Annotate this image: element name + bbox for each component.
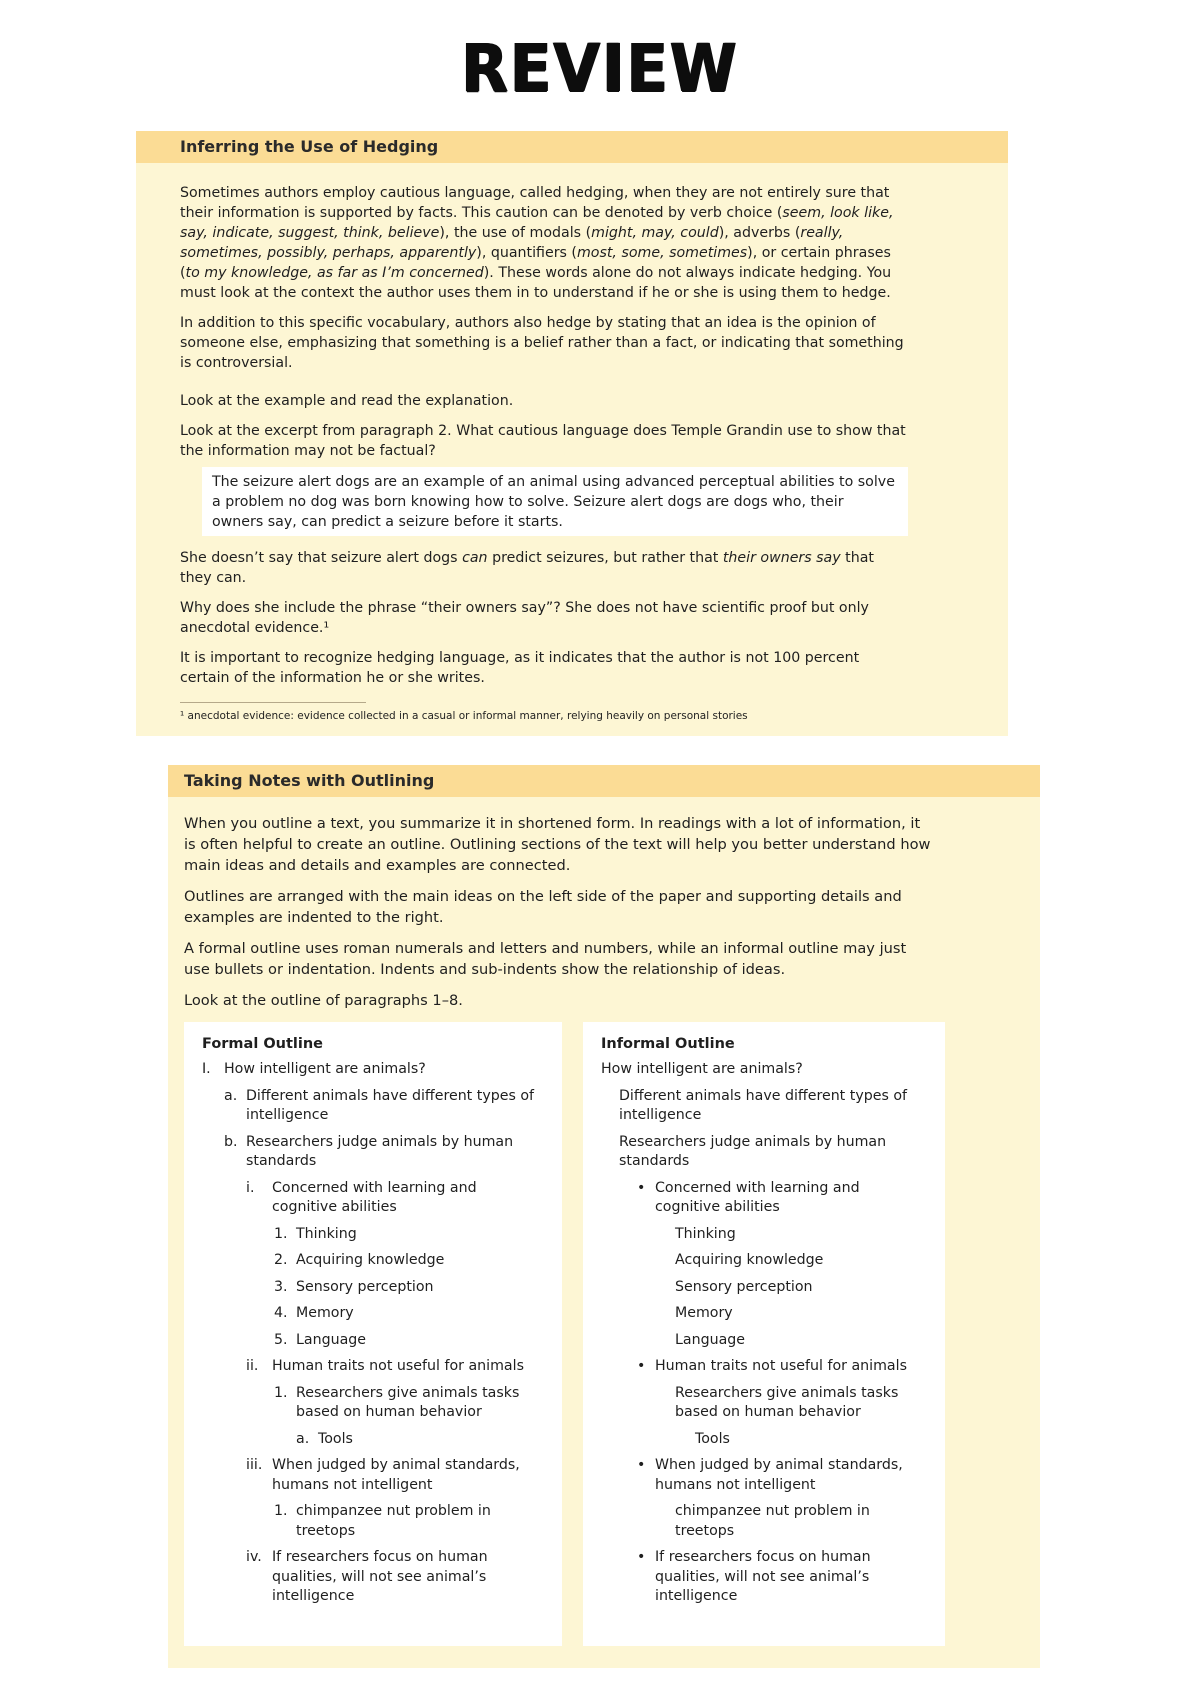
outline-marker: I. <box>202 1061 211 1077</box>
outline-text: chimpanzee nut problem in treetops <box>675 1503 870 1539</box>
formal-outline-row <box>202 1384 544 1423</box>
informal-outline-list <box>601 1060 927 1607</box>
text-run: ), adverbs ( <box>718 225 801 241</box>
formal-outline-row <box>202 1179 544 1218</box>
outline-marker: • <box>637 1179 646 1196</box>
outline-text: Acquiring knowledge <box>296 1252 445 1268</box>
outline-text: Thinking <box>675 1225 736 1242</box>
hedging-panel <box>136 131 1008 736</box>
outline-text: Human traits not useful for animals <box>272 1358 524 1374</box>
hedging-header: Inferring the Use of Hedging <box>136 131 1008 163</box>
outline-marker: 1. <box>274 1225 288 1242</box>
italic-run: most, some, sometimes <box>576 245 748 261</box>
formal-outline-row <box>202 1133 544 1172</box>
formal-outline-row <box>202 1087 544 1126</box>
informal-outline-row <box>601 1179 927 1218</box>
page-title: REVIEW <box>461 30 739 107</box>
informal-outline-row <box>601 1456 927 1495</box>
formal-outline-row <box>202 1060 544 1080</box>
informal-outline-row <box>601 1251 927 1271</box>
outline-text: Human traits not useful for animals <box>655 1358 907 1374</box>
outline-text: Acquiring knowledge <box>675 1252 824 1268</box>
outline-marker: 5. <box>274 1331 288 1348</box>
outlining-instruction: Look at the outline of paragraphs 1–8. <box>184 992 463 1009</box>
outlining-paragraph-1: When you outline a text, you summarize it in shortened form. In readings with a lot of information, it is often helpful to create an outline. Outlining sections of the text will help you better understand how main ideas and details and examples are connected. <box>184 815 931 874</box>
informal-outline-row <box>601 1548 927 1607</box>
outline-marker: b. <box>224 1133 238 1150</box>
informal-outline-row <box>601 1384 927 1423</box>
formal-outline-row <box>202 1502 544 1541</box>
outline-marker: 1. <box>274 1384 288 1401</box>
hedging-why-question: Why does she include the phrase “their owners say”? She does not have scientific proof but only anecdotal evidence.¹ <box>180 600 869 636</box>
italic-run: can <box>462 550 488 566</box>
text-run: She doesn’t say that seizure alert dogs <box>180 550 463 566</box>
formal-outline-row <box>202 1456 544 1495</box>
outline-text: If researchers focus on human qualities, will not see animal’s intelligence <box>655 1549 871 1604</box>
italic-run: really, sometimes, possibly, perhaps, apparently <box>180 225 844 261</box>
outline-text: Sensory perception <box>675 1278 813 1295</box>
text-run: that they can. <box>180 550 874 586</box>
informal-outline-row <box>601 1225 927 1245</box>
outlining-header: Taking Notes with Outlining <box>168 765 1040 797</box>
formal-outline-row <box>202 1548 544 1607</box>
excerpt-box: The seizure alert dogs are an example of an animal using advanced perceptual abilities to solve a problem no dog was born knowing how to solve. Seizure alert dogs are dogs who, their owners say, can predict a seizure before it starts. <box>202 467 908 536</box>
hedging-paragraph-2: In addition to this specific vocabulary, authors also hedge by stating that an idea is the opinion of someone else, emphasizing that something is a belief rather than a fact, or indicating that something is controversial. <box>180 315 904 371</box>
outline-text: Different animals have different types of intelligence <box>246 1087 535 1123</box>
outline-marker: 3. <box>274 1278 288 1295</box>
hedging-instruction: Look at the example and read the explanation. <box>180 393 514 409</box>
italic-run: their owners say <box>722 550 841 566</box>
formal-outline-row <box>202 1225 544 1245</box>
hedging-paragraph-1 <box>180 183 908 303</box>
formal-outline-row <box>202 1331 544 1351</box>
hedging-conclusion: It is important to recognize hedging language, as it indicates that the author is not 100 percent certain of the information he or she writes. <box>180 650 860 686</box>
footnote: ¹ anecdotal evidence: evidence collected in a casual or informal manner, relying heavily on personal stories <box>180 710 748 722</box>
italic-run: to my knowledge, as far as I’m concerned <box>185 265 484 281</box>
outline-text: How intelligent are animals? <box>601 1061 803 1077</box>
outline-text: Researchers give animals tasks based on human behavior <box>296 1384 520 1420</box>
outline-text: Memory <box>675 1305 733 1321</box>
informal-outline-row <box>601 1060 927 1080</box>
outline-text: Concerned with learning and cognitive abilities <box>655 1179 860 1215</box>
outline-text: Memory <box>296 1305 354 1321</box>
outline-marker: i. <box>246 1179 255 1196</box>
outline-text: Researchers judge animals by human standards <box>619 1133 887 1169</box>
outline-text: Concerned with learning and cognitive abilities <box>272 1179 477 1215</box>
text-run: ), the use of modals ( <box>439 225 592 241</box>
informal-outline-row <box>601 1133 927 1172</box>
outline-marker: iii. <box>246 1457 263 1473</box>
informal-outline-row <box>601 1331 927 1351</box>
informal-outline-row <box>601 1087 927 1126</box>
outlining-paragraph-3: A formal outline uses roman numerals and letters and numbers, while an informal outline may just use bullets or indentation. Indents and sub-indents show the relationship of ideas. <box>184 940 907 978</box>
italic-run: seem, look like, say, indicate, suggest, think, believe <box>180 205 894 241</box>
outline-text: Thinking <box>296 1225 357 1242</box>
informal-outline-row <box>601 1502 927 1541</box>
italic-run: might, may, could <box>591 225 719 241</box>
outline-text: Tools <box>695 1430 730 1447</box>
formal-outline-row <box>202 1430 544 1450</box>
formal-outline-row <box>202 1357 544 1377</box>
outline-marker: 2. <box>274 1252 288 1268</box>
outline-marker: ii. <box>246 1358 259 1374</box>
outline-text: Language <box>296 1331 367 1348</box>
outline-text: Different animals have different types of intelligence <box>619 1087 908 1123</box>
outline-marker: iv. <box>246 1549 262 1565</box>
outline-text: When judged by animal standards, humans not intelligent <box>272 1457 520 1493</box>
outline-text: Tools <box>318 1430 353 1447</box>
formal-outline-list <box>202 1060 544 1607</box>
text-run: ). These words alone do not always indicate hedging. You must look at the context the author uses them in to understand if he or she is using them to hedge. <box>180 265 892 301</box>
outline-text: When judged by animal standards, humans not intelligent <box>655 1457 903 1493</box>
footnote-divider <box>180 702 366 703</box>
outline-marker: 4. <box>274 1305 288 1321</box>
outline-marker: • <box>637 1549 646 1565</box>
informal-outline-card <box>583 1022 945 1646</box>
formal-outline-row <box>202 1251 544 1271</box>
outline-marker: a. <box>296 1430 310 1447</box>
hedging-question: Look at the excerpt from paragraph 2. What cautious language does Temple Grandin use to show that the information may not be factual? <box>180 423 906 459</box>
formal-outline-row <box>202 1304 544 1324</box>
outline-text: If researchers focus on human qualities, will not see animal’s intelligence <box>272 1549 488 1604</box>
informal-outline-row <box>601 1430 927 1450</box>
outline-marker: a. <box>224 1087 238 1104</box>
outline-text: Researchers judge animals by human standards <box>246 1133 514 1169</box>
formal-outline-title: Formal Outline <box>202 1036 324 1052</box>
informal-outline-row <box>601 1304 927 1324</box>
informal-outline-row <box>601 1357 927 1377</box>
text-run: ), quantifiers ( <box>476 245 577 261</box>
outlining-paragraph-2: Outlines are arranged with the main ideas on the left side of the paper and supporting details and examples are indented to the right. <box>184 888 902 926</box>
outline-marker: 1. <box>274 1503 288 1519</box>
outline-text: How intelligent are animals? <box>224 1061 426 1077</box>
hedging-explanation <box>180 548 908 588</box>
outline-text: chimpanzee nut problem in treetops <box>296 1503 491 1539</box>
formal-outline-card <box>184 1022 562 1646</box>
text-run: ), or certain phrases ( <box>180 245 891 281</box>
outline-text: Sensory perception <box>296 1278 434 1295</box>
outline-marker: • <box>637 1358 646 1374</box>
informal-outline-title: Informal Outline <box>601 1036 735 1052</box>
outline-text: Language <box>675 1331 746 1348</box>
outline-marker: • <box>637 1457 646 1473</box>
text-run: predict seizures, but rather that <box>487 550 723 566</box>
informal-outline-row <box>601 1278 927 1298</box>
formal-outline-row <box>202 1278 544 1298</box>
outline-text: Researchers give animals tasks based on human behavior <box>675 1384 899 1420</box>
text-run: Sometimes authors employ cautious language, called hedging, when they are not entirely sure that their information is supported by facts. This caution can be denoted by verb choice ( <box>180 185 890 221</box>
